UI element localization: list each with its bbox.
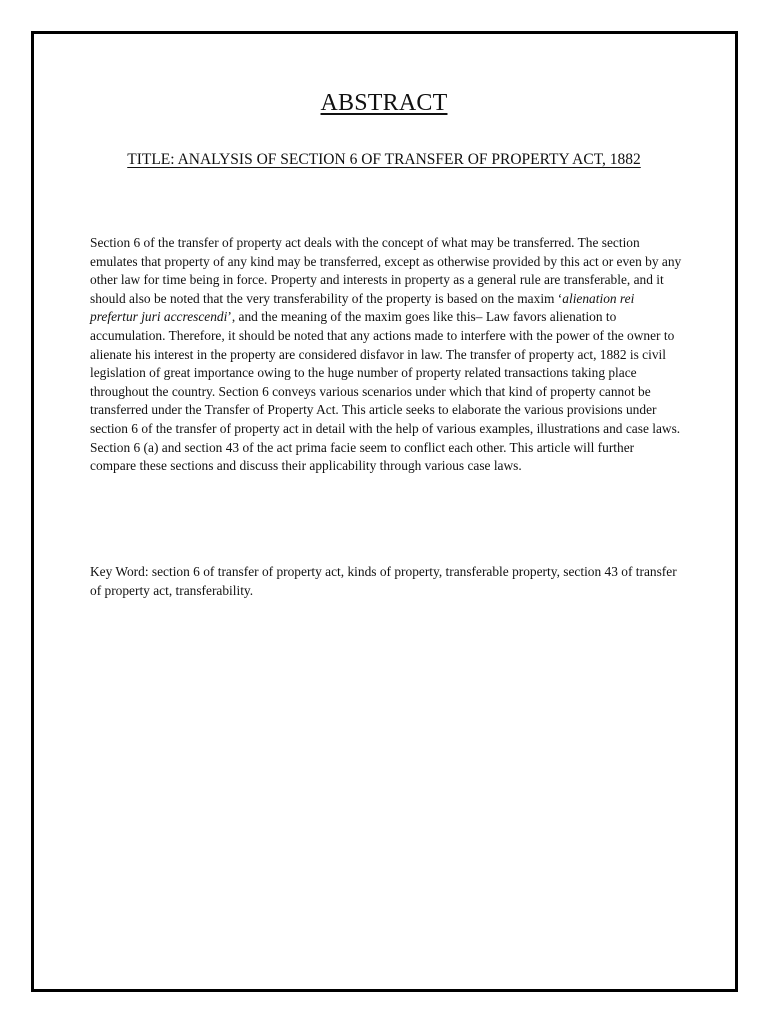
page-border bbox=[31, 31, 738, 992]
maxim-text: alienation rei prefertur juri accrescendi bbox=[90, 290, 635, 325]
abstract-body-part1: Section 6 of the transfer of property act deals with the concept of what may be transferred. The section emulates that property of any kind may be transferred, except as otherwise provided by this act or even by any other law for time being in force. Property and interests in property as a general rule are transferable, and it should also be noted that the very transferability of the property is based on the maxim ‘ bbox=[90, 235, 682, 306]
abstract-body-part2: ’, and the meaning of the maxim goes like this– Law favors alienation to accumulation. Therefore, it should be noted that any actions made to interfere with the power of the owner to alienate his interest in the property are considered disfavor in law. The transfer of property act, 1882 is civil legislation of great importance owing to the huge number of property related transactions taking place throughout the country. Section 6 conveys various scenarios under which that kind of property cannot be transferred under the Transfer of Property Act. This article seeks to elaborate the various provisions under section 6 of the transfer of property act in detail with the help of various examples, illustrations and case laws. Section 6 (a) and section 43 of the act prima facie seem to conflict each other. This article will further compare these sections and discuss their applicability through various case laws. bbox=[90, 309, 681, 474]
keywords-paragraph: Key Word: section 6 of transfer of property act, kinds of property, transferable property, section 43 of transfer of property act, transferability. bbox=[90, 564, 677, 598]
abstract-heading: ABSTRACT bbox=[320, 90, 448, 116]
document-title: TITLE: ANALYSIS OF SECTION 6 OF TRANSFER OF PROPERTY ACT, 1882 bbox=[127, 151, 641, 168]
abstract-body bbox=[90, 234, 682, 476]
